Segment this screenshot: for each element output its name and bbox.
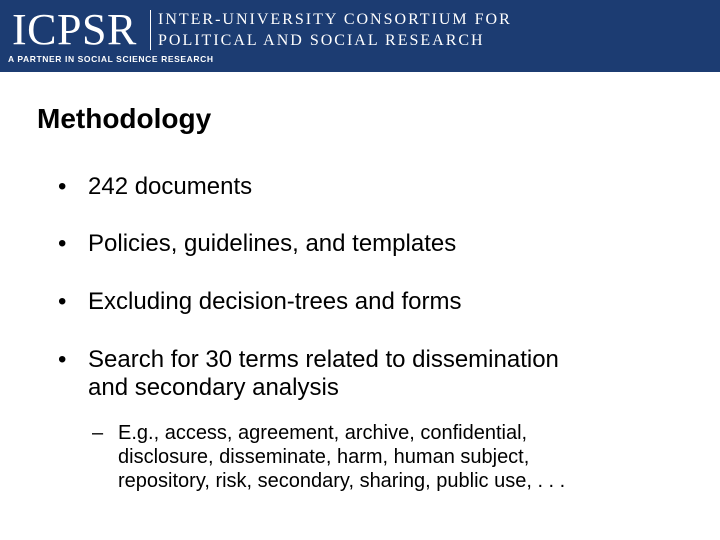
sub-bullet-text: repository, risk, secondary, sharing, public use, . . .	[118, 470, 566, 492]
bullet-text: • 242 documents	[88, 173, 253, 200]
sub-bullet-text: disclosure, disseminate, harm, human subject,	[118, 446, 530, 468]
bullet-text-continuation: and secondary analysis	[88, 374, 339, 401]
bullet-text: • Search for 30 terms related to dissemination	[88, 346, 559, 373]
organization-name	[158, 9, 512, 51]
sub-bullet-item	[118, 421, 565, 493]
bullet-item	[88, 230, 456, 258]
bullet-item	[88, 346, 559, 402]
bullet-item	[88, 288, 462, 316]
header-divider	[150, 10, 151, 50]
bullet-text: • Excluding decision-trees and forms	[88, 288, 462, 315]
bullet-item	[88, 173, 252, 201]
sub-bullet-text: – E.g., access, agreement, archive, confidential,	[118, 422, 528, 444]
header-tagline: A PARTNER IN SOCIAL SCIENCE RESEARCH	[8, 54, 214, 64]
slide-title: Methodology	[37, 103, 212, 134]
header-banner	[0, 0, 720, 72]
icpsr-logo: ICPSR	[12, 5, 137, 54]
organization-name-line-1: INTER-UNIVERSITY CONSORTIUM FOR	[158, 11, 512, 28]
bullet-text: • Policies, guidelines, and templates	[88, 230, 457, 257]
organization-name-line-2: POLITICAL AND SOCIAL RESEARCH	[158, 32, 485, 49]
